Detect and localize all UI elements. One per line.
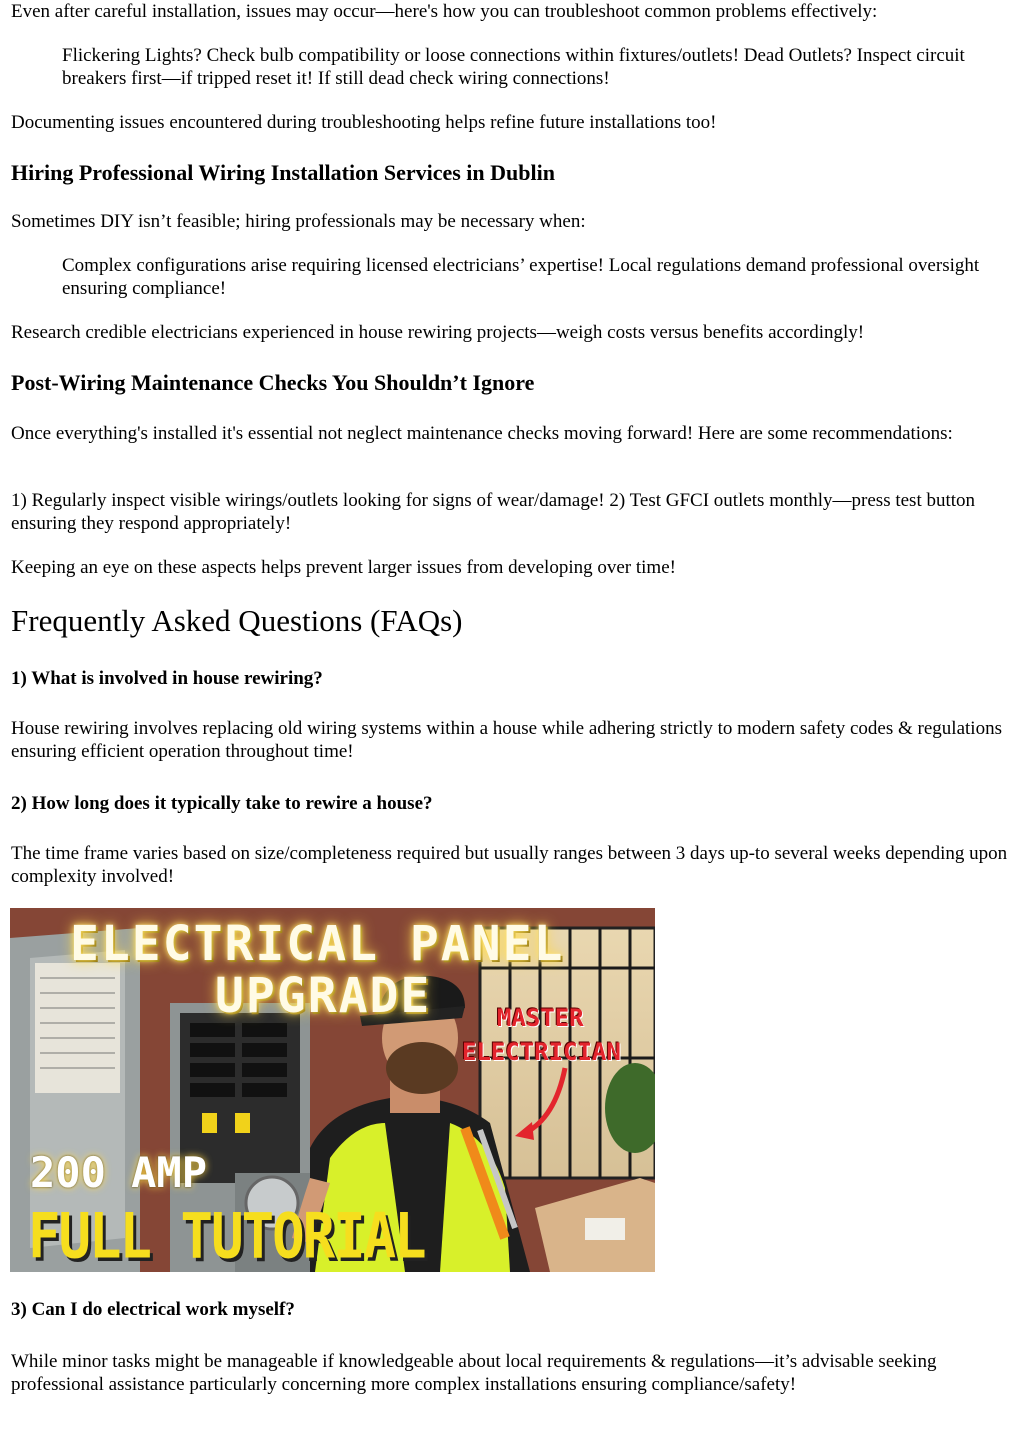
thumbnail-tutorial-label: FULL TUTORIAL <box>28 1200 425 1272</box>
thumbnail-badge-line1: MASTER <box>497 1004 584 1032</box>
maintenance-intro: Once everything's installed it's essential not neglect maintenance checks moving forward! Here are some recommendations: <box>11 423 953 444</box>
faq-question: 1) What is involved in house rewiring? <box>11 668 323 689</box>
hiring-intro: Sometimes DIY isn’t feasible; hiring professionals may be necessary when: <box>11 211 586 232</box>
thumbnail-title-line1: ELECTRICAL PANEL <box>70 916 565 972</box>
hiring-note: Research credible electricians experienced in house rewiring projects—weigh costs versus benefits accordingly! <box>11 322 865 343</box>
troubleshoot-intro: Even after careful installation, issues may occur—here's how you can troubleshoot common problems effectively: <box>11 1 878 22</box>
thumbnail-badge-line2: ELECTRICIAN <box>462 1038 621 1066</box>
faq-answer: The time frame varies based on size/completeness required but usually ranges between 3 days up-to several weeks depending upon complexity involved! <box>11 843 1008 887</box>
troubleshoot-tips: Flickering Lights? Check bulb compatibility or loose connections within fixtures/outlets! Dead Outlets? Inspect circuit breakers first—if tripped reset it! If still dead check wiring connections! <box>62 45 965 89</box>
video-thumbnail[interactable] <box>10 908 655 1272</box>
faq-heading: Frequently Asked Questions (FAQs) <box>11 603 463 638</box>
hiring-reasons: Complex configurations arise requiring licensed electricians’ expertise! Local regulations demand professional oversight ensuring compliance! <box>62 255 980 299</box>
faq-answer: House rewiring involves replacing old wiring systems within a house while adhering strictly to modern safety codes & regulations ensuring efficient operation throughout time! <box>11 718 1002 762</box>
maintenance-heading: Post-Wiring Maintenance Checks You Shouldn’t Ignore <box>11 370 535 395</box>
faq-question: 2) How long does it typically take to rewire a house? <box>11 793 433 814</box>
faq-question: 3) Can I do electrical work myself? <box>11 1299 295 1320</box>
troubleshoot-note: Documenting issues encountered during troubleshooting helps refine future installations too! <box>11 112 717 133</box>
thumbnail-amp-label: 200 AMP <box>30 1148 208 1197</box>
faq-answer: While minor tasks might be manageable if knowledgeable about local requirements & regulations—it’s advisable seeking professional assistance particularly concerning more complex installations ensuring compliance/safety! <box>11 1351 937 1395</box>
hiring-heading: Hiring Professional Wiring Installation Services in Dublin <box>11 160 555 185</box>
thumbnail-title-line2: UPGRADE <box>215 968 432 1024</box>
maintenance-note: Keeping an eye on these aspects helps prevent larger issues from developing over time! <box>11 557 676 578</box>
maintenance-list: 1) Regularly inspect visible wirings/outlets looking for signs of wear/damage! 2) Test GFCI outlets monthly—press test button ensuring they respond appropriately! <box>11 490 976 534</box>
